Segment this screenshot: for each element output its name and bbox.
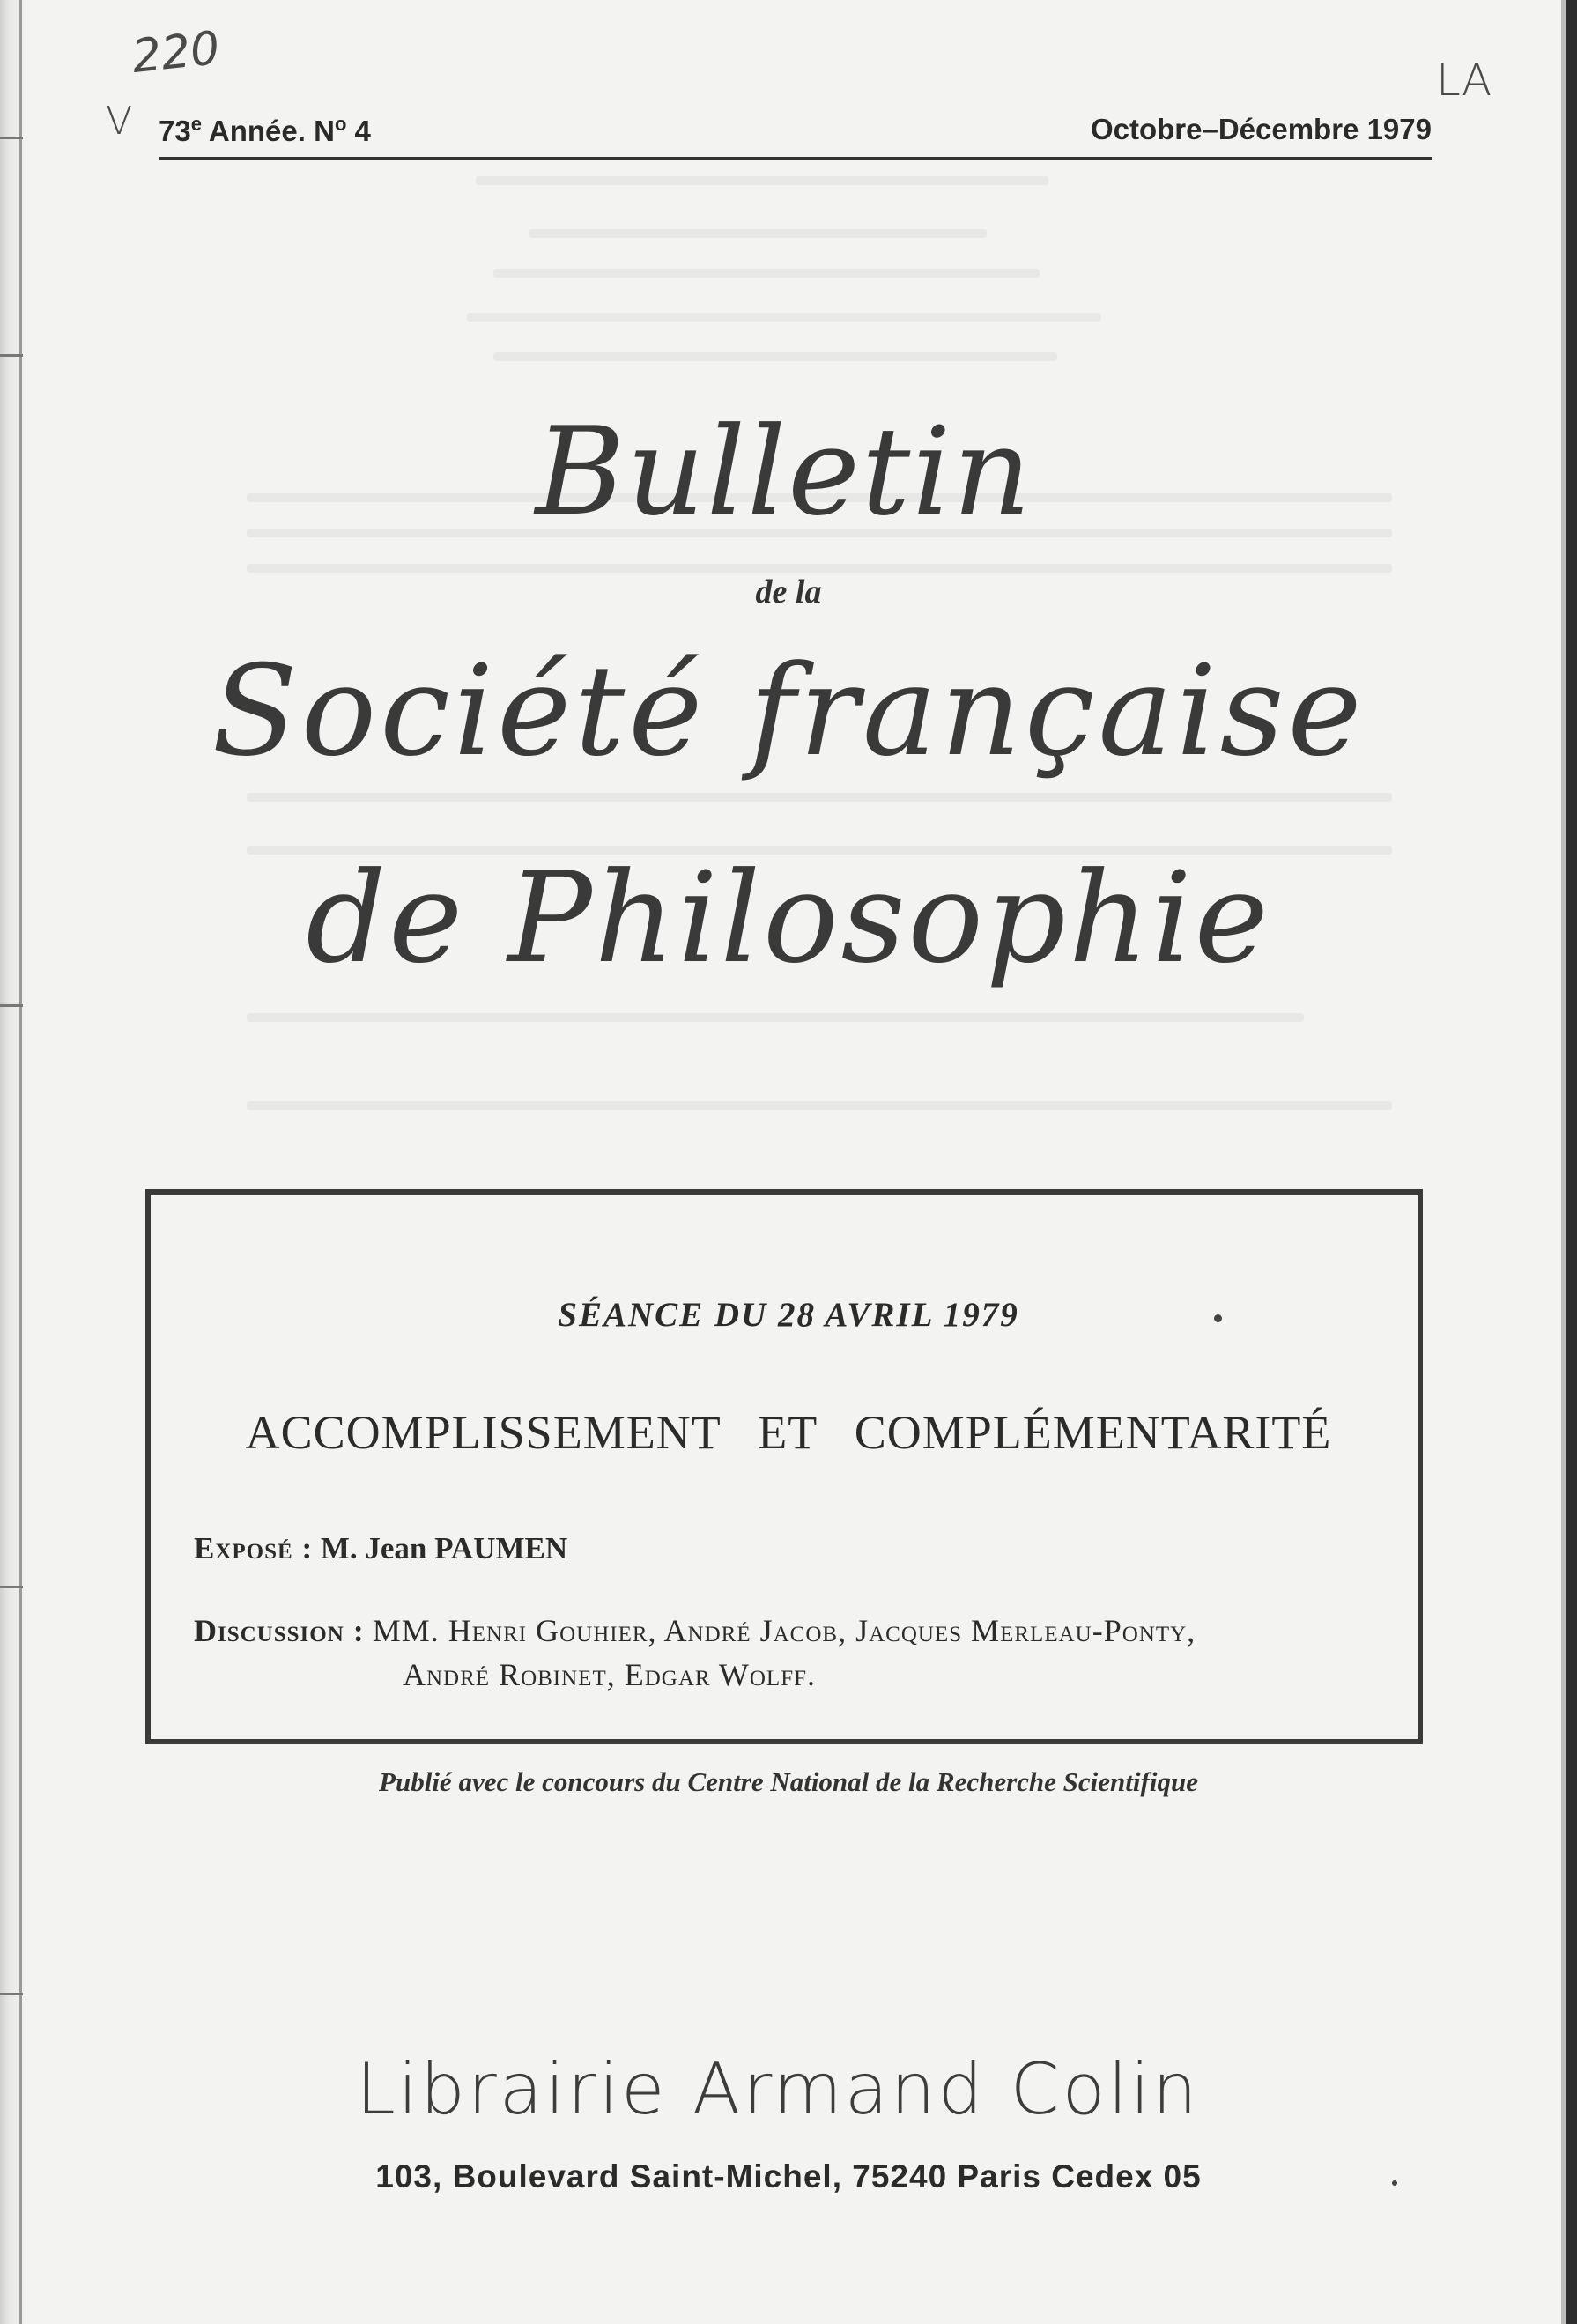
binding-mark <box>0 354 23 357</box>
bleed-through <box>493 352 1057 361</box>
bleed-through <box>493 269 1040 278</box>
binding-line <box>19 0 22 2324</box>
binding-mark <box>0 1993 23 1995</box>
binding-mark <box>0 1004 23 1007</box>
issue-number: 73e Année. $N^o$ 4 <box>159 113 371 147</box>
right-edge <box>1566 0 1577 2324</box>
title-societe: Société française <box>211 639 1366 784</box>
discussion-participants-line1: MM. Henri Gouhier, André Jacob, Jacques Merleau-Ponty, <box>372 1613 1196 1648</box>
handwritten-check-mark: V <box>106 99 133 144</box>
publisher-name: Librairie Armand Colin <box>356 2048 1200 2130</box>
handwritten-initials: LA <box>1436 55 1492 106</box>
publisher-address: 103, Boulevard Saint-Michel, 75240 Paris Cedex 05 <box>375 2158 1202 2194</box>
title-philosophie: de Philosophie <box>306 846 1271 991</box>
expose-speaker: M. Jean PAUMEN <box>320 1531 568 1565</box>
expose-line <box>194 1531 567 1566</box>
session-subject: ACCOMPLISSEMENT ET COMPLÉMENTARITÉ <box>245 1406 1332 1459</box>
handwritten-number: 220 <box>130 21 223 85</box>
support-note: Publié avec le concours du Centre National de la Recherche Scientifique <box>379 1766 1198 1797</box>
discussion-block <box>194 1609 1392 1697</box>
title-connector: de la <box>755 574 822 611</box>
bleed-through <box>247 1101 1392 1110</box>
bleed-through <box>247 1013 1304 1022</box>
issue-header <box>159 113 1432 155</box>
binding-edge <box>0 0 26 2324</box>
issue-period: Octobre–Décembre 1979 <box>1090 113 1432 145</box>
bleed-through <box>476 176 1048 185</box>
expose-label: Exposé : <box>194 1531 314 1565</box>
header-rule <box>159 157 1432 160</box>
title-bulletin: Bulletin <box>535 401 1033 543</box>
ink-dot <box>1214 1314 1222 1322</box>
bleed-through <box>247 793 1392 802</box>
bleed-through <box>529 229 987 238</box>
binding-mark <box>0 1586 23 1588</box>
discussion-label: Discussion : <box>194 1613 365 1648</box>
bleed-through <box>467 313 1101 322</box>
binding-mark <box>0 137 23 139</box>
discussion-participants-line2: André Robinet, Edgar Wolff. <box>403 1657 817 1692</box>
session-date: SÉANCE DU 28 AVRIL 1979 <box>558 1296 1019 1334</box>
bleed-through <box>247 564 1392 573</box>
ink-dot <box>1392 2180 1397 2186</box>
